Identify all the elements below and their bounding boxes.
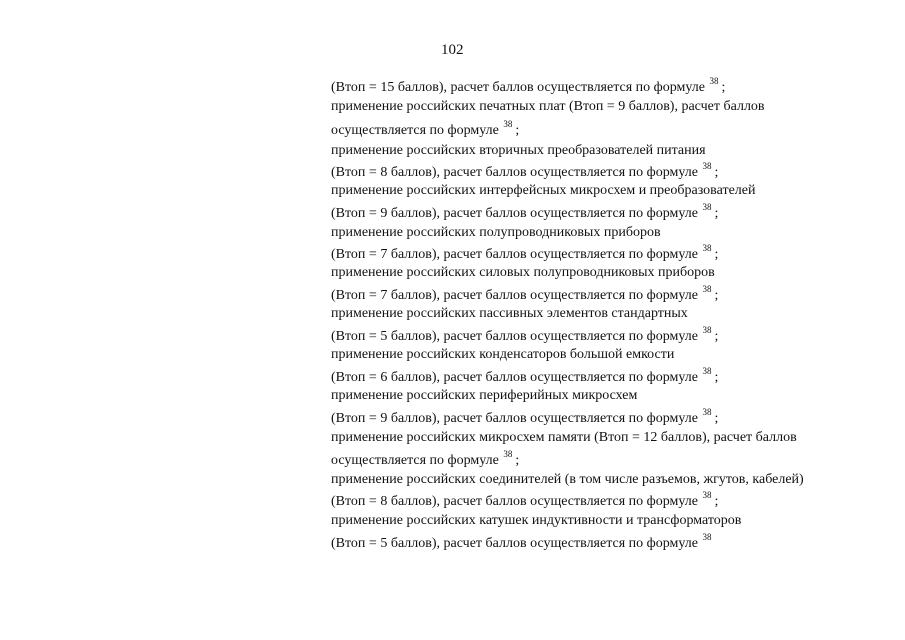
text-line (331, 490, 719, 510)
line-tail: ; (714, 165, 719, 180)
formula-ref: 38 (702, 490, 712, 500)
formula-ref: 38 (702, 243, 712, 253)
page-number: 102 (441, 42, 464, 58)
text-line (331, 202, 719, 222)
line-text: применение российских интерфейсных микросхем и преобразователей (331, 183, 756, 198)
line-tail: ; (721, 80, 726, 95)
line-text: применение российских катушек индуктивности и трансформаторов (331, 513, 742, 528)
text-line (331, 449, 520, 469)
line-text: применение российских соединителей (в том числе разъемов, жгутов, кабелей) (331, 472, 804, 487)
text-line (331, 513, 741, 529)
line-text: осуществляется по формуле (331, 123, 503, 138)
line-text: применение российских печатных плат (Втоп = 9 баллов), расчет баллов (331, 99, 765, 114)
text-line (331, 161, 719, 181)
text-line (331, 366, 719, 386)
text-line (331, 388, 637, 404)
text-line (331, 306, 688, 322)
text-line (331, 99, 765, 115)
line-tail: ; (714, 206, 719, 221)
formula-ref: 38 (702, 532, 712, 542)
line-text: (Втоп = 5 баллов), расчет баллов осуществляется по формуле (331, 536, 702, 551)
line-tail: ; (714, 370, 719, 385)
text-line (331, 532, 714, 552)
line-text: применение российских периферийных микросхем (331, 388, 638, 403)
text-line (331, 430, 797, 446)
line-text: применение российских пассивных элементов стандартных (331, 306, 688, 321)
line-tail: ; (714, 494, 719, 509)
text-line (331, 183, 755, 199)
formula-ref: 38 (709, 76, 719, 86)
line-tail: ; (515, 453, 520, 468)
text-line (331, 407, 719, 427)
line-text: (Втоп = 6 баллов), расчет баллов осуществляется по формуле (331, 370, 702, 385)
line-text: (Втоп = 8 баллов), расчет баллов осуществляется по формуле (331, 494, 702, 509)
text-line (331, 265, 715, 281)
line-text: (Втоп = 8 баллов), расчет баллов осуществляется по формуле (331, 165, 702, 180)
text-line (331, 119, 520, 139)
formula-ref: 38 (503, 449, 513, 459)
line-text: (Втоп = 9 баллов), расчет баллов осуществляется по формуле (331, 206, 702, 221)
line-tail: ; (714, 411, 719, 426)
line-text: применение российских вторичных преобразователей питания (331, 143, 706, 158)
text-line (331, 76, 726, 96)
line-text: осуществляется по формуле (331, 453, 503, 468)
text-line (331, 325, 719, 345)
formula-ref: 38 (503, 119, 513, 129)
text-line (331, 284, 719, 304)
text-line (331, 225, 661, 241)
line-tail: ; (515, 123, 520, 138)
text-line (331, 243, 719, 263)
formula-ref: 38 (702, 407, 712, 417)
text-line (331, 472, 804, 488)
line-text: применение российских конденсаторов большой емкости (331, 347, 675, 362)
line-text: применение российских полупроводниковых приборов (331, 225, 661, 240)
line-text: (Втоп = 9 баллов), расчет баллов осуществляется по формуле (331, 411, 702, 426)
line-text: применение российских силовых полупроводниковых приборов (331, 265, 715, 280)
line-text: (Втоп = 15 баллов), расчет баллов осуществляется по формуле (331, 80, 709, 95)
formula-ref: 38 (702, 202, 712, 212)
line-tail: ; (714, 247, 719, 262)
line-text: (Втоп = 7 баллов), расчет баллов осуществляется по формуле (331, 288, 702, 303)
line-tail: ; (714, 288, 719, 303)
formula-ref: 38 (702, 284, 712, 294)
formula-ref: 38 (702, 325, 712, 335)
formula-ref: 38 (702, 366, 712, 376)
line-text: применение российских микросхем памяти (Втоп = 12 баллов), расчет баллов (331, 430, 797, 445)
line-text: (Втоп = 7 баллов), расчет баллов осуществляется по формуле (331, 247, 702, 262)
text-line (331, 143, 706, 159)
text-line (331, 347, 674, 363)
line-tail: ; (714, 329, 719, 344)
formula-ref: 38 (702, 161, 712, 171)
line-text: (Втоп = 5 баллов), расчет баллов осуществляется по формуле (331, 329, 702, 344)
